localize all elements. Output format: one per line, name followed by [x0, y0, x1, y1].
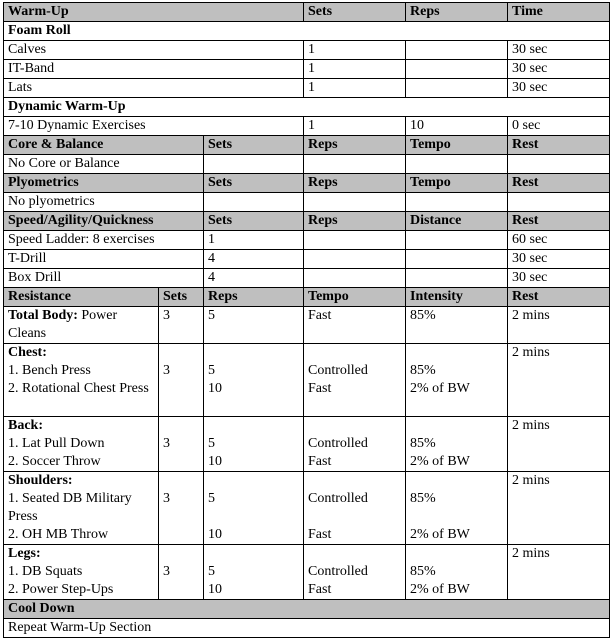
core-header-row — [4, 136, 610, 155]
sets-cell: 3 — [163, 363, 170, 378]
table-row — [4, 417, 610, 472]
sets-cell: 3 — [163, 564, 170, 579]
saq-header: Speed/Agility/Quickness — [4, 212, 204, 231]
tempo-cell: Controlled — [308, 564, 368, 579]
plyo-header-row — [4, 174, 610, 193]
sets-cell: 1 — [304, 41, 406, 60]
reps-cell — [406, 79, 508, 98]
rest-cell: 2 mins — [508, 307, 610, 344]
rest-cell: 2 mins — [508, 417, 610, 472]
saq-header-row — [4, 212, 610, 231]
plyo-row-text: No plyometrics — [4, 193, 204, 212]
group-label: Back: — [8, 418, 43, 433]
table-row — [4, 545, 610, 600]
resistance-sets-header: Sets — [159, 288, 204, 307]
rest-cell: 60 sec — [508, 231, 610, 250]
reps-cell: 5 — [208, 363, 215, 378]
resistance-header-row — [4, 288, 610, 307]
cooldown-row-text: Repeat Warm-Up Section — [4, 619, 610, 638]
reps-cell: 5 — [208, 491, 215, 506]
tempo-cell: Fast — [308, 527, 332, 542]
table-row — [4, 117, 610, 136]
reps-cell — [304, 250, 406, 269]
exercise-name: IT-Band — [4, 60, 304, 79]
sets-cell: 3 — [163, 491, 170, 506]
foam-roll-title: Foam Roll — [4, 22, 610, 41]
core-sets-header: Sets — [204, 136, 304, 155]
tempo-cell: Controlled — [308, 436, 368, 451]
warmup-header: Warm-Up — [4, 3, 304, 22]
core-reps-header: Reps — [304, 136, 406, 155]
saq-rest-header: Rest — [508, 212, 610, 231]
table-row — [4, 79, 610, 98]
reps-cell: 5 — [208, 436, 215, 451]
exercise-name: Speed Ladder: 8 exercises — [4, 231, 204, 250]
table-row — [4, 41, 610, 60]
sets-cell: 1 — [304, 60, 406, 79]
table-row — [4, 269, 610, 288]
intensity-cell: 2% of BW — [410, 527, 470, 542]
plyo-header: Plyometrics — [4, 174, 204, 193]
tempo-cell: Fast — [304, 307, 406, 344]
time-cell: 0 sec — [508, 117, 610, 136]
rest-cell: 2 mins — [508, 472, 610, 545]
intensity-cell: 85% — [410, 363, 436, 378]
sets-cell: 4 — [204, 250, 304, 269]
reps-cell — [304, 231, 406, 250]
distance-cell — [406, 269, 508, 288]
exercise-name: 2. Power Step-Ups — [8, 582, 114, 597]
warmup-time-header: Time — [508, 3, 610, 22]
group-label: Total Body: — [8, 308, 78, 323]
warmup-sets-header: Sets — [304, 3, 406, 22]
exercise-name: 7-10 Dynamic Exercises — [4, 117, 304, 136]
rest-cell: 30 sec — [508, 269, 610, 288]
reps-cell: 10 — [208, 527, 222, 542]
table-row — [4, 472, 610, 545]
resistance-header: Resistance — [4, 288, 159, 307]
exercise-name: 2. Rotational Chest Press — [8, 381, 149, 396]
reps-cell: 10 — [208, 454, 222, 469]
reps-cell: 10 — [208, 381, 222, 396]
time-cell: 30 sec — [508, 60, 610, 79]
exercise-name: 1. Seated DB Military Press — [8, 491, 132, 524]
sets-cell: 1 — [204, 231, 304, 250]
dynamic-title-row — [4, 98, 610, 117]
table-row — [4, 250, 610, 269]
reps-cell — [304, 269, 406, 288]
intensity-cell: 85% — [410, 491, 436, 506]
exercise-cell — [4, 417, 159, 472]
time-cell: 30 sec — [508, 79, 610, 98]
sets-cell: 1 — [304, 79, 406, 98]
exercise-name: Box Drill — [4, 269, 204, 288]
intensity-cell: 2% of BW — [410, 454, 470, 469]
reps-cell: 10 — [208, 582, 222, 597]
reps-cell: 5 — [208, 564, 215, 579]
table-row — [4, 307, 610, 344]
dynamic-warmup-title: Dynamic Warm-Up — [4, 98, 610, 117]
exercise-name: T-Drill — [4, 250, 204, 269]
cooldown-header-row — [4, 600, 610, 619]
core-tempo-header: Tempo — [406, 136, 508, 155]
saq-reps-header: Reps — [304, 212, 406, 231]
intensity-cell: 85% — [410, 436, 436, 451]
exercise-cell — [4, 307, 159, 344]
sets-cell: 1 — [304, 117, 406, 136]
rest-cell: 2 mins — [508, 344, 610, 417]
exercise-name: 1. Lat Pull Down — [8, 436, 105, 451]
reps-cell: 5 — [204, 307, 304, 344]
reps-cell: 10 — [406, 117, 508, 136]
group-label: Legs: — [8, 546, 41, 561]
warmup-header-row — [4, 3, 610, 22]
exercise-name: Power Cleans — [8, 308, 118, 341]
tempo-cell: Controlled — [308, 363, 368, 378]
table-row — [4, 193, 610, 212]
saq-sets-header: Sets — [204, 212, 304, 231]
intensity-cell: 85% — [410, 564, 436, 579]
table-row — [4, 60, 610, 79]
sets-cell: 4 — [204, 269, 304, 288]
foam-roll-title-row — [4, 22, 610, 41]
time-cell: 30 sec — [508, 41, 610, 60]
exercise-name: Calves — [4, 41, 304, 60]
exercise-name: Lats — [4, 79, 304, 98]
plyo-sets-header: Sets — [204, 174, 304, 193]
table-row — [4, 231, 610, 250]
table-row — [4, 155, 610, 174]
intensity-cell: 2% of BW — [410, 582, 470, 597]
sets-cell: 3 — [163, 436, 170, 451]
tempo-cell: Fast — [308, 381, 332, 396]
table-row — [4, 344, 610, 417]
distance-cell — [406, 231, 508, 250]
distance-cell — [406, 250, 508, 269]
group-label: Chest: — [8, 345, 47, 360]
intensity-cell: 2% of BW — [410, 381, 470, 396]
warmup-reps-header: Reps — [406, 3, 508, 22]
exercise-name: 2. Soccer Throw — [8, 454, 101, 469]
exercise-name: 1. Bench Press — [8, 363, 91, 378]
resistance-reps-header: Reps — [204, 288, 304, 307]
exercise-cell — [4, 545, 159, 600]
rest-cell: 2 mins — [508, 545, 610, 600]
reps-cell — [406, 41, 508, 60]
plyo-tempo-header: Tempo — [406, 174, 508, 193]
cooldown-header: Cool Down — [4, 600, 610, 619]
core-header: Core & Balance — [4, 136, 204, 155]
resistance-rest-header: Rest — [508, 288, 610, 307]
workout-table — [3, 2, 610, 638]
table-row — [4, 619, 610, 638]
exercise-cell — [4, 344, 159, 417]
tempo-cell: Fast — [308, 454, 332, 469]
core-row-text: No Core or Balance — [4, 155, 204, 174]
sets-cell: 3 — [159, 307, 204, 344]
group-label: Shoulders: — [8, 473, 73, 488]
plyo-rest-header: Rest — [508, 174, 610, 193]
saq-distance-header: Distance — [406, 212, 508, 231]
resistance-tempo-header: Tempo — [304, 288, 406, 307]
exercise-name: 1. DB Squats — [8, 564, 83, 579]
tempo-cell: Fast — [308, 582, 332, 597]
core-rest-header: Rest — [508, 136, 610, 155]
intensity-cell: 85% — [406, 307, 508, 344]
tempo-cell: Controlled — [308, 491, 368, 506]
resistance-intensity-header: Intensity — [406, 288, 508, 307]
exercise-cell — [4, 472, 159, 545]
rest-cell: 30 sec — [508, 250, 610, 269]
exercise-name: 2. OH MB Throw — [8, 527, 109, 542]
reps-cell — [406, 60, 508, 79]
plyo-reps-header: Reps — [304, 174, 406, 193]
